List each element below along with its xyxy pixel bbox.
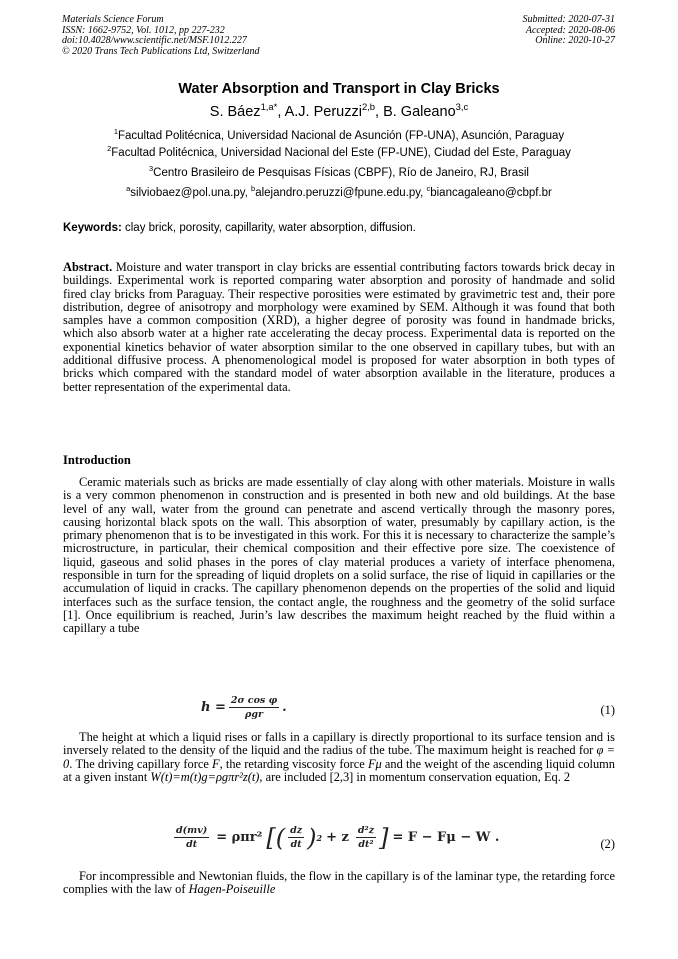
eq2-dz-denominator: dt [290, 839, 302, 850]
eq1-tail: . [282, 700, 287, 715]
affiliation-text: Centro Brasileiro de Pesquisas Físicas (CBPF), Río de Janeiro, RJ, Brasil [153, 167, 529, 179]
section-heading-introduction: Introduction [63, 453, 131, 467]
author-name: A.J. Peruzzi [284, 104, 362, 120]
affiliation-sup: 3 [149, 164, 154, 174]
equation-1 [63, 695, 615, 725]
text-run: and the weight of the ascending liquid column at a given instant [63, 756, 615, 784]
equation-number: (1) [600, 703, 615, 717]
eq2-d2z-fraction [356, 825, 376, 850]
equation-number: (2) [600, 837, 615, 851]
abstract-text: Moisture and water transport in clay bricks are essential contributing factors towards brick decay in buildings. Experimental work is reported comparing water absorption and porosity of handmade and solid fired clay bricks from Paraguay. Their respective porosities were estimated by gravimetric test and, their pore distribution, degree of anisotropy and morphology were examined by SEM. Although it was found that both samples have a common composition (XRD), a higher degree of porosity was found in handmade bricks, which also absorb water at a higher rate accelerating the decay process. Experimental data is reported on the exponential kinetics behavior of water absorption similar to the one observed in capillary tubes, but with an additional diffusive process. A phenomenological model is proposed for water absorption in both types of bricks which compared with the standard model of water absorption available in the literature, produces a better representation of the experimental data. [63, 260, 615, 394]
accepted-date: Accepted: 2020-08-06 [525, 24, 615, 36]
math-inline: F [212, 756, 220, 771]
email-link[interactable]: biancagaleano@cbpf.br [430, 187, 552, 199]
bracket: [( [266, 823, 286, 852]
email-link[interactable]: alejandro.peruzzi@fpune.edu.py [255, 187, 421, 199]
eq2-dz-fraction [288, 825, 304, 850]
journal-header [62, 15, 260, 57]
eq2-plus-z: + z [326, 830, 349, 845]
paragraph-2 [63, 731, 615, 784]
eq1-fraction [229, 695, 279, 720]
math-inline: W(t)=m(t)g=ρgπr²z(t) [150, 769, 260, 784]
journal-name: Materials Science Forum [62, 14, 164, 25]
eq2-d2z-denominator: dt² [358, 839, 374, 850]
author-name: S. Báez [209, 104, 261, 120]
eq2-rhs: = F − Fμ − W . [392, 830, 500, 845]
law-name: Hagen-Poiseuille [188, 882, 276, 897]
keywords [63, 222, 615, 234]
author-emails: $^a$silviobaez@pol.una.py, $^b$alejandro.peruzzi@fpune.edu.py, $^c$biancagaleano@cbpf.br [126, 184, 552, 199]
eq2-lhs-denominator: dt [186, 839, 198, 850]
eq2-d2z-numerator: d²z [357, 825, 375, 836]
affiliation-1 [0, 127, 678, 142]
email-sup: a [126, 184, 131, 194]
text-run: . The driving capillary force [69, 756, 213, 771]
text-run: , are included [2,3] in momentum conservation equation, Eq. 2 [259, 769, 571, 784]
exponent: 2 [316, 832, 323, 843]
publication-dates [523, 15, 616, 47]
text-run: The height at which a liquid rises or falls in a capillary is directly proportional to its surface tension and is inversely related to the density of the liquid and the radius of the tube. The maximum height is reached for [63, 730, 615, 758]
paper-title: Water Absorption and Transport in Clay Bricks [178, 81, 500, 97]
text-run: For incompressible and Newtonian fluids, the flow in the capillary is of the laminar type, the retarding force complies with the law of [63, 869, 615, 897]
bracket: ] [379, 823, 389, 852]
email-sup: b [251, 184, 256, 194]
author-sup: 3,c [455, 101, 469, 113]
author-sup: 2,b [361, 101, 376, 113]
online-date: Online: 2020-10-27 [535, 35, 615, 46]
affiliation-2 [0, 144, 678, 159]
math-inline: Fμ [367, 756, 382, 771]
abstract-label: Abstract. [63, 260, 113, 274]
equation-2 [63, 825, 615, 865]
submitted-date: Submitted: 2020-07-31 [522, 14, 615, 25]
author-name: B. Galeano [383, 104, 456, 120]
affiliation-text: Facultad Politécnica, Universidad Nacional de Asunción (FP-UNA), Asunción, Paraguay [117, 130, 565, 142]
author-list: S. Báez$^{1,a*}$, A.J. Peruzzi$^{2,b}$, B. Galeano$^{3,c}$ [209, 101, 469, 120]
author-sup: 1,a* [260, 101, 278, 113]
eq2-lhs-fraction [174, 825, 209, 850]
eq1-denominator: ρgr [245, 709, 263, 720]
eq1-lhs: h = [201, 700, 226, 715]
keywords-label: Keywords: [63, 222, 122, 234]
equation-2-body [171, 825, 503, 850]
affiliation-sup: 2 [107, 144, 112, 154]
text-run: , the retarding viscosity force [219, 756, 368, 771]
eq2-lhs-numerator: d(mv) [176, 825, 208, 836]
abstract [63, 261, 615, 394]
eq1-numerator: 2σ cos φ [230, 695, 278, 706]
email-sup: c [426, 184, 431, 194]
affiliation-sup: 1 [113, 127, 118, 137]
journal-issn: ISSN: 1662-9752, Vol. 1012, pp 227-232 [62, 24, 225, 36]
bracket: ) [307, 823, 317, 852]
eq2-dz-numerator: dz [290, 825, 303, 836]
affiliation-text: Facultad Politécnica, Universidad Nacional del Este (FP-UNE), Ciudad del Este, Paraguay [111, 147, 571, 159]
eq2-mid: = ρπr² [216, 830, 263, 845]
keywords-text: clay brick, porosity, capillarity, water absorption, diffusion. [125, 222, 416, 234]
equation-1-body [201, 695, 287, 720]
email-link[interactable]: silviobaez@pol.una.py [130, 187, 245, 199]
intro-paragraph: Ceramic materials such as bricks are made essentially of clay along with other materials. Moisture in walls is a very common phenomenon in construction and is presented in both new and old buildings. At the base level of any wall, water from the ground can penetrate and ascend vertically through the masonry pores, causing horizontal black spots on the wall. This absorption of water, presumably by capillary action, is the primary phenomenon that is to be investigated in this work. For this it is necessary to characterize the sample’s microstructure, in particular, their chemical composition and their effective pore size. The coexistence of liquid, gaseous and solid phases in the pores of clay material produces a variety of interface phenomena, responsible in turn for the spreading of liquid droplets on a solid surface, the rise of liquid in capillaries or the accumulation of liquid in cracks. The capillary phenomenon depends on the properties of the solid and liquid interfaces such as the surface tension, the contact angle, the roughness and the geometry of the solid surface [1]. Once equilibrium is reached, Jurin’s law describes the maximum height reached by the fluid within a capillary a tube [63, 475, 615, 636]
paragraph-3 [63, 870, 615, 897]
journal-copyright: © 2020 Trans Tech Publications Ltd, Switzerland [62, 45, 260, 57]
affiliation-3 [0, 164, 678, 179]
math-inline: φ = 0 [63, 743, 615, 771]
journal-doi: doi:10.4028/www.scientific.net/MSF.1012.227 [62, 35, 247, 46]
